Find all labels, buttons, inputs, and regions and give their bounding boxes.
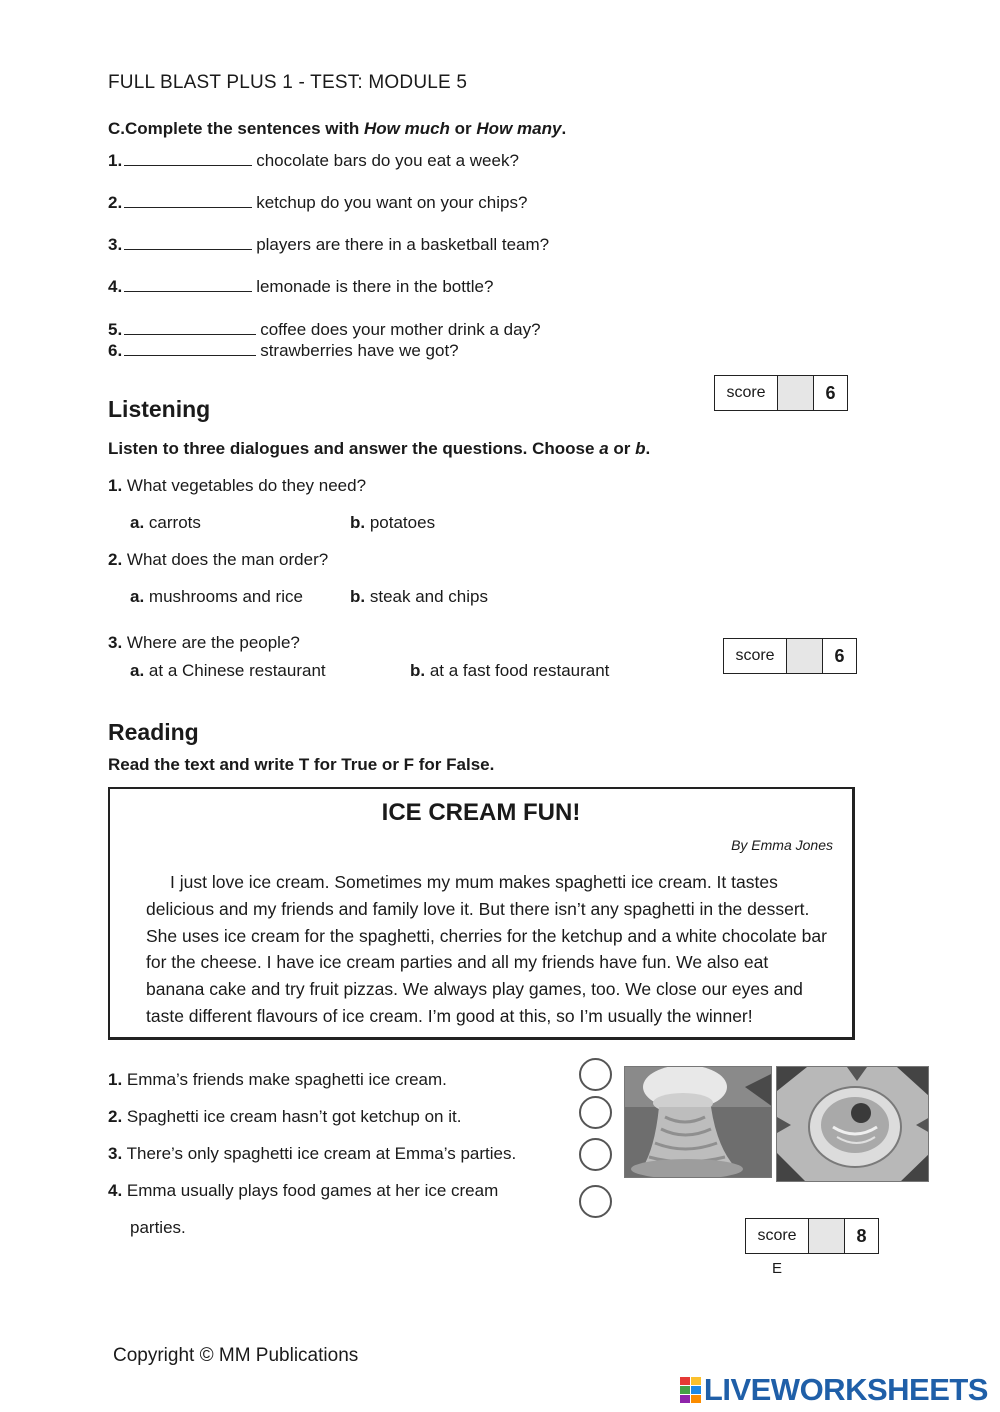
option-a[interactable]: a. carrots <box>130 513 201 532</box>
answer-blank[interactable] <box>124 164 252 166</box>
option-a[interactable]: a. mushrooms and rice <box>130 587 303 606</box>
answer-blank[interactable] <box>124 290 252 292</box>
score-box-section-c: score 6 <box>714 375 848 411</box>
answer-blank[interactable] <box>124 354 256 356</box>
score-input[interactable] <box>778 376 814 410</box>
score-box-listening: score 6 <box>723 638 857 674</box>
stray-letter: E <box>772 1260 783 1277</box>
score-box-reading: score 8 <box>745 1218 879 1254</box>
liveworksheets-logo-icon <box>680 1377 702 1403</box>
liveworksheets-logo[interactable] <box>680 1372 988 1408</box>
listening-question: 2. What does the man order? <box>108 550 329 569</box>
sentence-item: 3. players are there in a basketball team? <box>108 235 550 254</box>
listening-question: 3. Where are the people? <box>108 633 300 652</box>
true-false-statement-continued: parties. <box>130 1218 186 1237</box>
answer-circle[interactable] <box>579 1096 612 1129</box>
worksheet-header: FULL BLAST PLUS 1 - TEST: MODULE 5 <box>108 72 468 93</box>
answer-circle[interactable] <box>579 1138 612 1171</box>
reading-instruction: Read the text and write T for True or F for False. <box>108 755 495 774</box>
ice-cream-photo-right <box>776 1066 929 1182</box>
sentence-item: 2. ketchup do you want on your chips? <box>108 193 528 212</box>
ice-cream-bowl-image <box>777 1067 929 1182</box>
sentence-item: 5. coffee does your mother drink a day? <box>108 320 541 339</box>
score-input[interactable] <box>809 1219 845 1253</box>
answer-blank[interactable] <box>124 248 252 250</box>
sentence-item: 4. lemonade is there in the bottle? <box>108 277 494 296</box>
answer-circle[interactable] <box>579 1058 612 1091</box>
logo-text: LIVEWORKSHEETS <box>703 1372 988 1407</box>
spaghetti-ice-cream-image <box>625 1067 772 1178</box>
article-title: ICE CREAM FUN! <box>381 799 581 826</box>
listening-question: 1. What vegetables do they need? <box>108 476 367 495</box>
listening-title: Listening <box>108 396 211 422</box>
option-b[interactable]: b. at a fast food restaurant <box>410 661 610 680</box>
option-b[interactable]: b. steak and chips <box>350 587 488 606</box>
sentence-item: 6. strawberries have we got? <box>108 341 459 360</box>
listening-instruction: Listen to three dialogues and answer the questions. Choose a or b. <box>108 439 651 458</box>
answer-blank[interactable] <box>124 333 256 335</box>
article-byline: By Emma Jones <box>731 837 833 853</box>
reading-text-box <box>108 787 855 1040</box>
true-false-statement: 2. Spaghetti ice cream hasn’t got ketchup on it. <box>108 1107 462 1126</box>
reading-title: Reading <box>108 719 199 745</box>
sentence-item: 1. chocolate bars do you eat a week? <box>108 151 519 170</box>
ice-cream-photo-left <box>624 1066 772 1178</box>
score-input[interactable] <box>787 639 823 673</box>
true-false-statement: 1. Emma’s friends make spaghetti ice cream. <box>108 1070 447 1089</box>
answer-circle[interactable] <box>579 1185 612 1218</box>
copyright: Copyright © MM Publications <box>113 1345 359 1366</box>
section-c-instruction: C.Complete the sentences with How much or How many. <box>108 119 567 138</box>
true-false-statement: 3. There’s only spaghetti ice cream at Emma’s parties. <box>108 1144 517 1163</box>
article-body: I just love ice cream. Sometimes my mum makes spaghetti ice cream. It tastes delicious and my friends and family love it. But there isn’t any spaghetti in the dessert. She uses ice cream for the spaghetti, cherries for the ketchup and a white chocolate bar for the cheese. I have ice cream parties and all my friends have fun. We also eat banana cake and try fruit pizzas. We always play games, too. We close our eyes and taste different flavours of ice cream. I’m good at this, so I’m usually the winner! <box>146 872 827 1026</box>
answer-blank[interactable] <box>124 206 252 208</box>
option-a[interactable]: a. at a Chinese restaurant <box>130 661 326 680</box>
option-b[interactable]: b. potatoes <box>350 513 436 532</box>
true-false-statement: 4. Emma usually plays food games at her ice cream <box>108 1181 499 1200</box>
